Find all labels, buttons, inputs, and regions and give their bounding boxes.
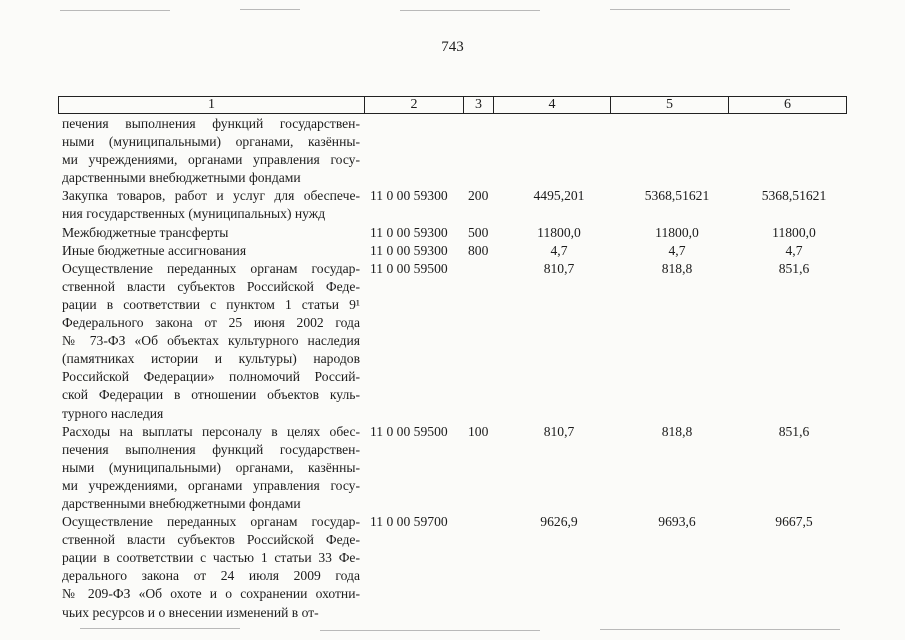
description-line: дерального закона от 24 июля 2009 года [62,568,360,584]
row-expense-type [468,260,500,423]
description-line: печения выполнения функций государствен- [62,116,360,131]
row-value-year-1 [500,115,618,187]
row-description [62,187,360,223]
header-row [59,97,847,114]
row-expense-type [468,115,500,187]
row-description [62,224,360,242]
row-description [62,115,360,187]
row-value-year-2: 4,7 [668,242,686,258]
row-value-year-3: 4,7 [785,242,803,258]
row-value-year-2 [618,115,736,187]
description-line: печения выполнения функций государствен- [62,441,360,457]
description-line: № 73-ФЗ «Об объектах культурного наследия [62,333,360,349]
row-code [360,115,468,187]
header-col-5: 5 [611,97,729,114]
row-value-year-1: 4,7 [550,242,568,258]
description-line: ской Федерации в отношении объектов куль- [62,387,360,403]
description-line: дарственными внебюджетными фондами [62,170,301,186]
row-value-year-2: 11800,0 [655,224,699,240]
row-value-year-1: 11800,0 [537,224,581,240]
description-line: чьих ресурсов и о внесении изменений в от- [62,604,319,620]
description-line: Российской Федерации» полномочий Россий- [62,369,360,385]
header-col-1: 1 [59,97,365,114]
row-code: 11 0 00 59500 [370,260,448,276]
row-expense-type: 500 [468,224,489,240]
row-description [62,513,360,622]
row-description [62,423,360,513]
row-code: 11 0 00 59300 [370,224,448,240]
row-value-year-2: 9693,6 [658,514,696,530]
description-line: Расходы на выплаты персоналу в целях обес- [62,423,360,439]
row-value-year-3: 11800,0 [772,224,816,240]
table-row [62,513,852,622]
header-col-4: 4 [494,97,611,114]
row-value-year-1: 9626,9 [540,514,578,530]
description-line: дарственными внебюджетными фондами [62,495,301,511]
description-line: ственной власти субъектов Российской Феде- [62,532,360,548]
description-line: № 209-ФЗ «Об охоте и о сохранении охотни- [62,586,360,602]
description-line: Осуществление переданных органам государ- [62,260,360,276]
header-col-6: 6 [729,97,847,114]
description-line: Осуществление переданных органам государ- [62,514,360,530]
row-value-year-3: 851,6 [778,260,810,276]
description-line: ми учреждениями, органами управления госу- [62,152,360,168]
description-line: Иные бюджетные ассигнования [62,242,247,258]
description-line: ными (муниципальными) органами, казённы- [62,459,360,475]
description-line: ственной власти субъектов Российской Феде- [62,278,360,294]
table-row [62,187,852,223]
row-value-year-2: 818,8 [661,423,693,439]
column-number-header [58,96,847,114]
budget-rows [62,115,852,622]
row-value-year-2: 5368,51621 [644,188,710,204]
row-code: 11 0 00 59700 [370,514,448,530]
row-value-year-3 [736,115,852,187]
row-value-year-1: 4495,201 [533,188,585,204]
row-value-year-1: 810,7 [543,423,575,439]
description-line: Закупка товаров, работ и услуг для обеспече- [62,188,360,204]
description-line: ными (муниципальными) органами, казённы- [62,134,360,150]
description-line: ния государственных (муниципальных) нужд [62,206,326,222]
row-code: 11 0 00 59500 [370,423,448,439]
header-col-2: 2 [365,97,464,114]
row-value-year-1: 810,7 [543,260,575,276]
row-value-year-3: 5368,51621 [761,188,827,204]
row-code: 11 0 00 59300 [370,242,448,258]
row-description [62,242,360,260]
table-row [62,224,852,242]
row-expense-type: 800 [468,242,489,258]
row-value-year-2: 818,8 [661,260,693,276]
row-expense-type: 100 [468,423,489,439]
page-number: 743 [441,39,464,55]
row-value-year-3: 851,6 [778,423,810,439]
header-col-3: 3 [464,97,494,114]
row-description [62,260,360,423]
description-line: (памятниках истории и культуры) народов [62,351,360,367]
row-expense-type: 200 [468,188,489,204]
row-expense-type [468,513,500,622]
row-code: 11 0 00 59300 [370,188,448,204]
row-value-year-3: 9667,5 [775,514,813,530]
description-line: рации в соответствии с частью 1 статьи 33 Фе- [62,550,360,566]
table-row [62,260,852,423]
description-line: Межбюджетные трансферты [62,224,229,240]
description-line: ми учреждениями, органами управления госу- [62,477,360,493]
description-line: рации в соответствии с пунктом 1 статьи 9¹ [62,296,360,312]
description-line: Федерального закона от 25 июня 2002 года [62,315,360,331]
table-row [62,242,852,260]
description-line: турного наследия [62,405,164,421]
table-row [62,423,852,513]
table-row [62,115,852,187]
